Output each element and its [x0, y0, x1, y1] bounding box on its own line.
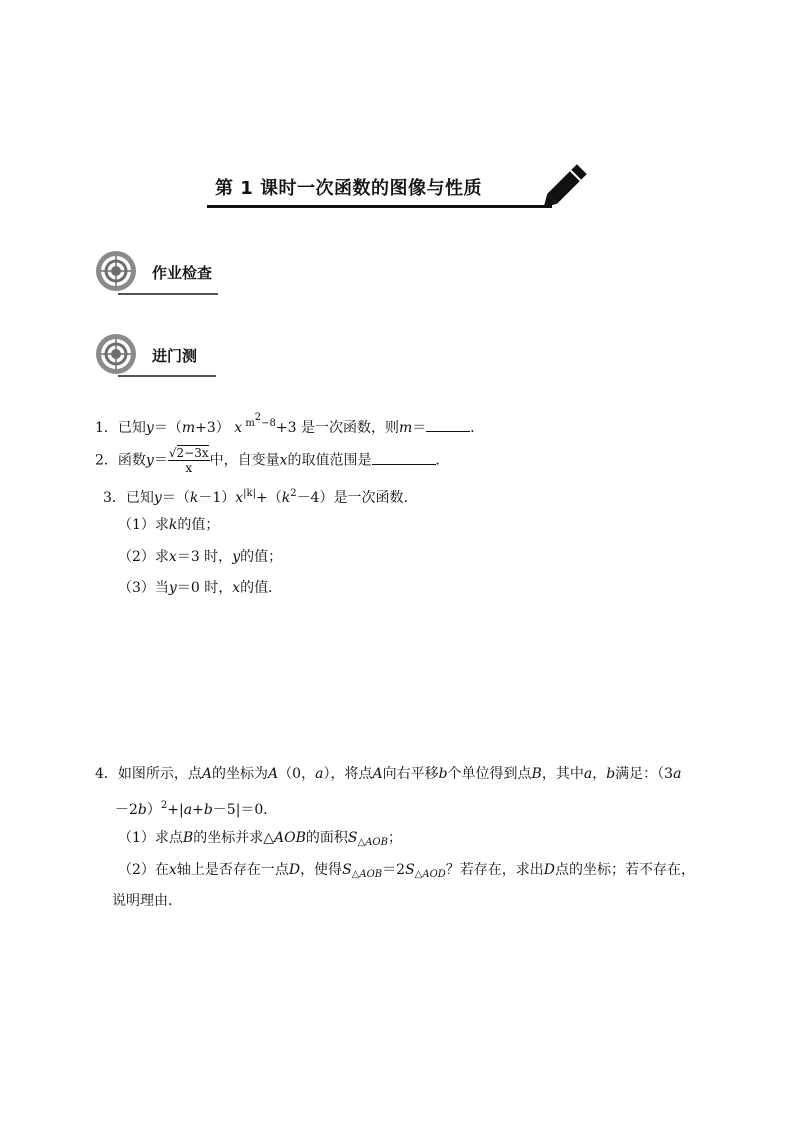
question-2: 2．函数y＝ $\frac{√2-3x}{x}$ 中，自变量x的取值范围是 ．	[95, 446, 450, 475]
page-title: 第 1 课时一次函数的图像与性质	[215, 178, 483, 199]
section-homework-label: 作业检查	[152, 264, 213, 282]
answer-blank[interactable]	[372, 450, 436, 465]
question-3-part-2: （2）求x＝3 时，y的值；	[118, 549, 283, 565]
answer-blank[interactable]	[426, 417, 470, 432]
question-4-part-2-cont: 说明理由．	[112, 893, 182, 909]
question-4: 4．如图所示，点A的坐标为A（0，a），将点A向右平移b个单位得到点B，其中a，b满足：（3a	[95, 766, 682, 782]
question-4-part-2: （2）在x轴上是否存在一点D，使得$S_{\triangle AOB}=2S_{\triangle AOD}$？若存在，求出D点的坐标；若不存在，	[118, 862, 696, 880]
question-4-part-1: （1）求点B的坐标并求△AOB的面积$S_{\triangle AOB}$；	[118, 830, 402, 848]
fraction: $\frac{√2-3x}{x}$	[168, 446, 209, 475]
question-3-part-1: （1）求k的值；	[118, 517, 220, 533]
target-icon	[95, 250, 137, 292]
section-homework-rule	[118, 293, 218, 295]
section-entry-rule	[118, 375, 216, 377]
question-3-part-3: （3）当y＝0 时，x的值．	[118, 580, 283, 596]
target-icon	[95, 333, 137, 375]
question-3: 3．已知$y=(k-1)x^{|k|}+(k^2-4)$是一次函数．	[103, 488, 418, 506]
question-1: 1．已知y＝（m+3） x $^{m^2-8}$+3 是一次函数，则m＝ ．	[95, 412, 485, 436]
question-4-line-2: －2b）$^2$+|a+b－5|＝0．	[115, 800, 278, 818]
title-underline	[207, 205, 552, 208]
pencil-icon	[540, 158, 594, 210]
section-entry-label: 进门测	[152, 347, 198, 365]
